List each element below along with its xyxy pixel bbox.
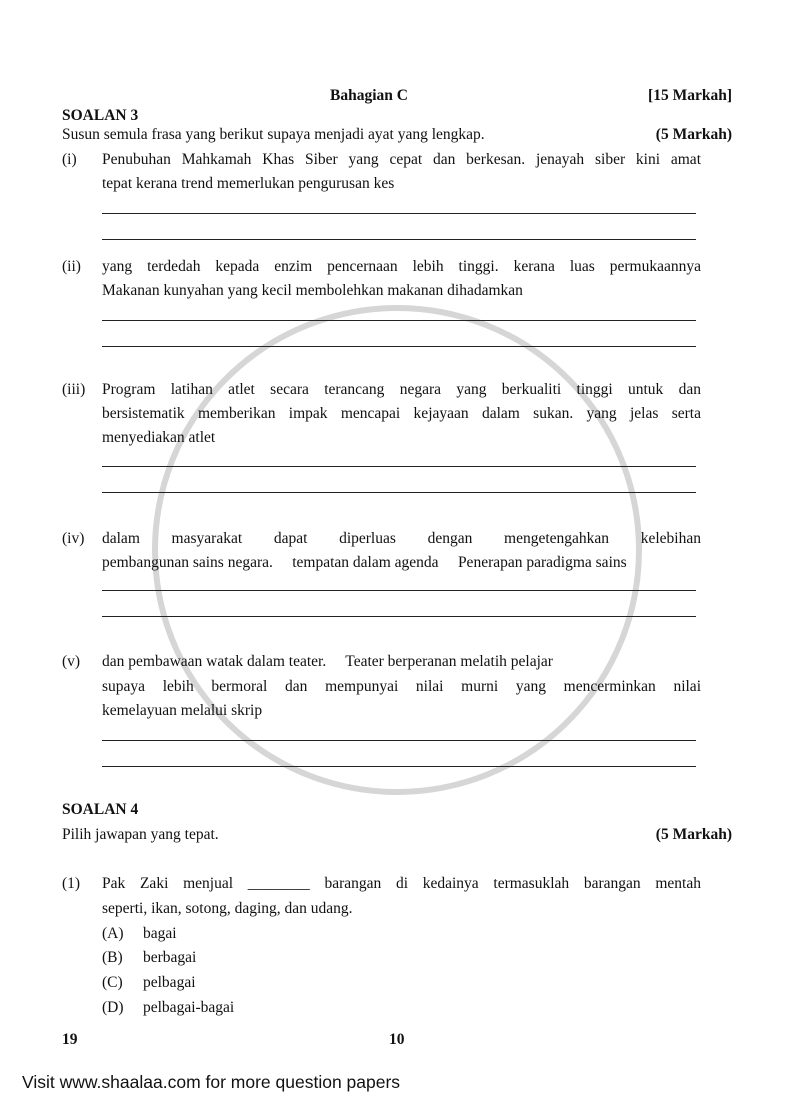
answer-line[interactable] [102,616,696,617]
item-line: Penubuhan Mahkamah Khas Siber yang cepat dan berkesan. jenayah siber kini amat [102,151,701,168]
item-label: (v) [62,653,81,670]
item-label: (i) [62,151,77,168]
question-line: Pak Zaki menjual ________ barangan di kedainya termasuklah barangan mentah [102,875,701,892]
item-line: pembangunan sains negara. tempatan dalam agenda Penerapan paradigma sains [102,554,627,571]
item-line: dalam masyarakat dapat diperluas dengan mengetengahkan kelebihan [102,530,701,547]
q4-instruction: Pilih jawapan yang tepat. [62,826,219,843]
item-label: (ii) [62,258,81,275]
answer-line[interactable] [102,740,696,741]
q3-marks: (5 Markah) [655,126,732,143]
question-line: seperti, ikan, sotong, daging, dan udang. [102,900,353,917]
item-line: Program latihan atlet secara terancang negara yang berkualiti tinggi untuk dan [102,381,701,398]
item-line: kemelayuan melalui skrip [102,702,263,719]
option-d[interactable]: pelbagai-bagai [143,999,235,1016]
answer-line[interactable] [102,346,696,347]
answer-line[interactable] [102,590,696,591]
option-letter: (C) [102,974,123,991]
q4-marks: (5 Markah) [655,826,732,843]
item-line: yang terdedah kepada enzim pencernaan lebih tinggi. kerana luas permukaannya [102,258,701,275]
option-b[interactable]: berbagai [143,949,197,966]
section-title: Bahagian C [330,87,408,104]
item-line: bersistematik memberikan impak mencapai kejayaan dalam sukan. yang jelas serta [102,405,701,422]
item-label: (iii) [62,381,86,398]
option-letter: (B) [102,949,123,966]
item-line: supaya lebih bermoral dan mempunyai nilai murni yang mencerminkan nilai [102,678,701,695]
answer-line[interactable] [102,320,696,321]
q4-title: SOALAN 4 [62,801,139,818]
item-line: Makanan kunyahan yang kecil membolehkan makanan dihadamkan [102,282,523,299]
option-letter: (A) [102,925,124,942]
section-marks: [15 Markah] [648,87,732,104]
visit-banner[interactable]: Visit www.shaalaa.com for more question papers [22,1072,401,1092]
answer-line[interactable] [102,213,696,214]
option-c[interactable]: pelbagai [143,974,196,991]
answer-line[interactable] [102,766,696,767]
page-number: 10 [389,1031,405,1048]
item-line: menyediakan atlet [102,429,216,446]
item-label: (iv) [62,530,85,547]
answer-line[interactable] [102,466,696,467]
answer-line[interactable] [102,239,696,240]
q3-title: SOALAN 3 [62,107,139,124]
item-line: tepat kerana trend memerlukan pengurusan kes [102,175,395,192]
q3-instruction: Susun semula frasa yang berikut supaya menjadi ayat yang lengkap. [62,126,485,143]
option-a[interactable]: bagai [143,925,177,942]
option-letter: (D) [102,999,124,1016]
question-label: (1) [62,875,81,892]
item-line: dan pembawaan watak dalam teater. Teater berperanan melatih pelajar [102,653,553,670]
answer-line[interactable] [102,492,696,493]
paper-code: 19 [62,1031,78,1048]
